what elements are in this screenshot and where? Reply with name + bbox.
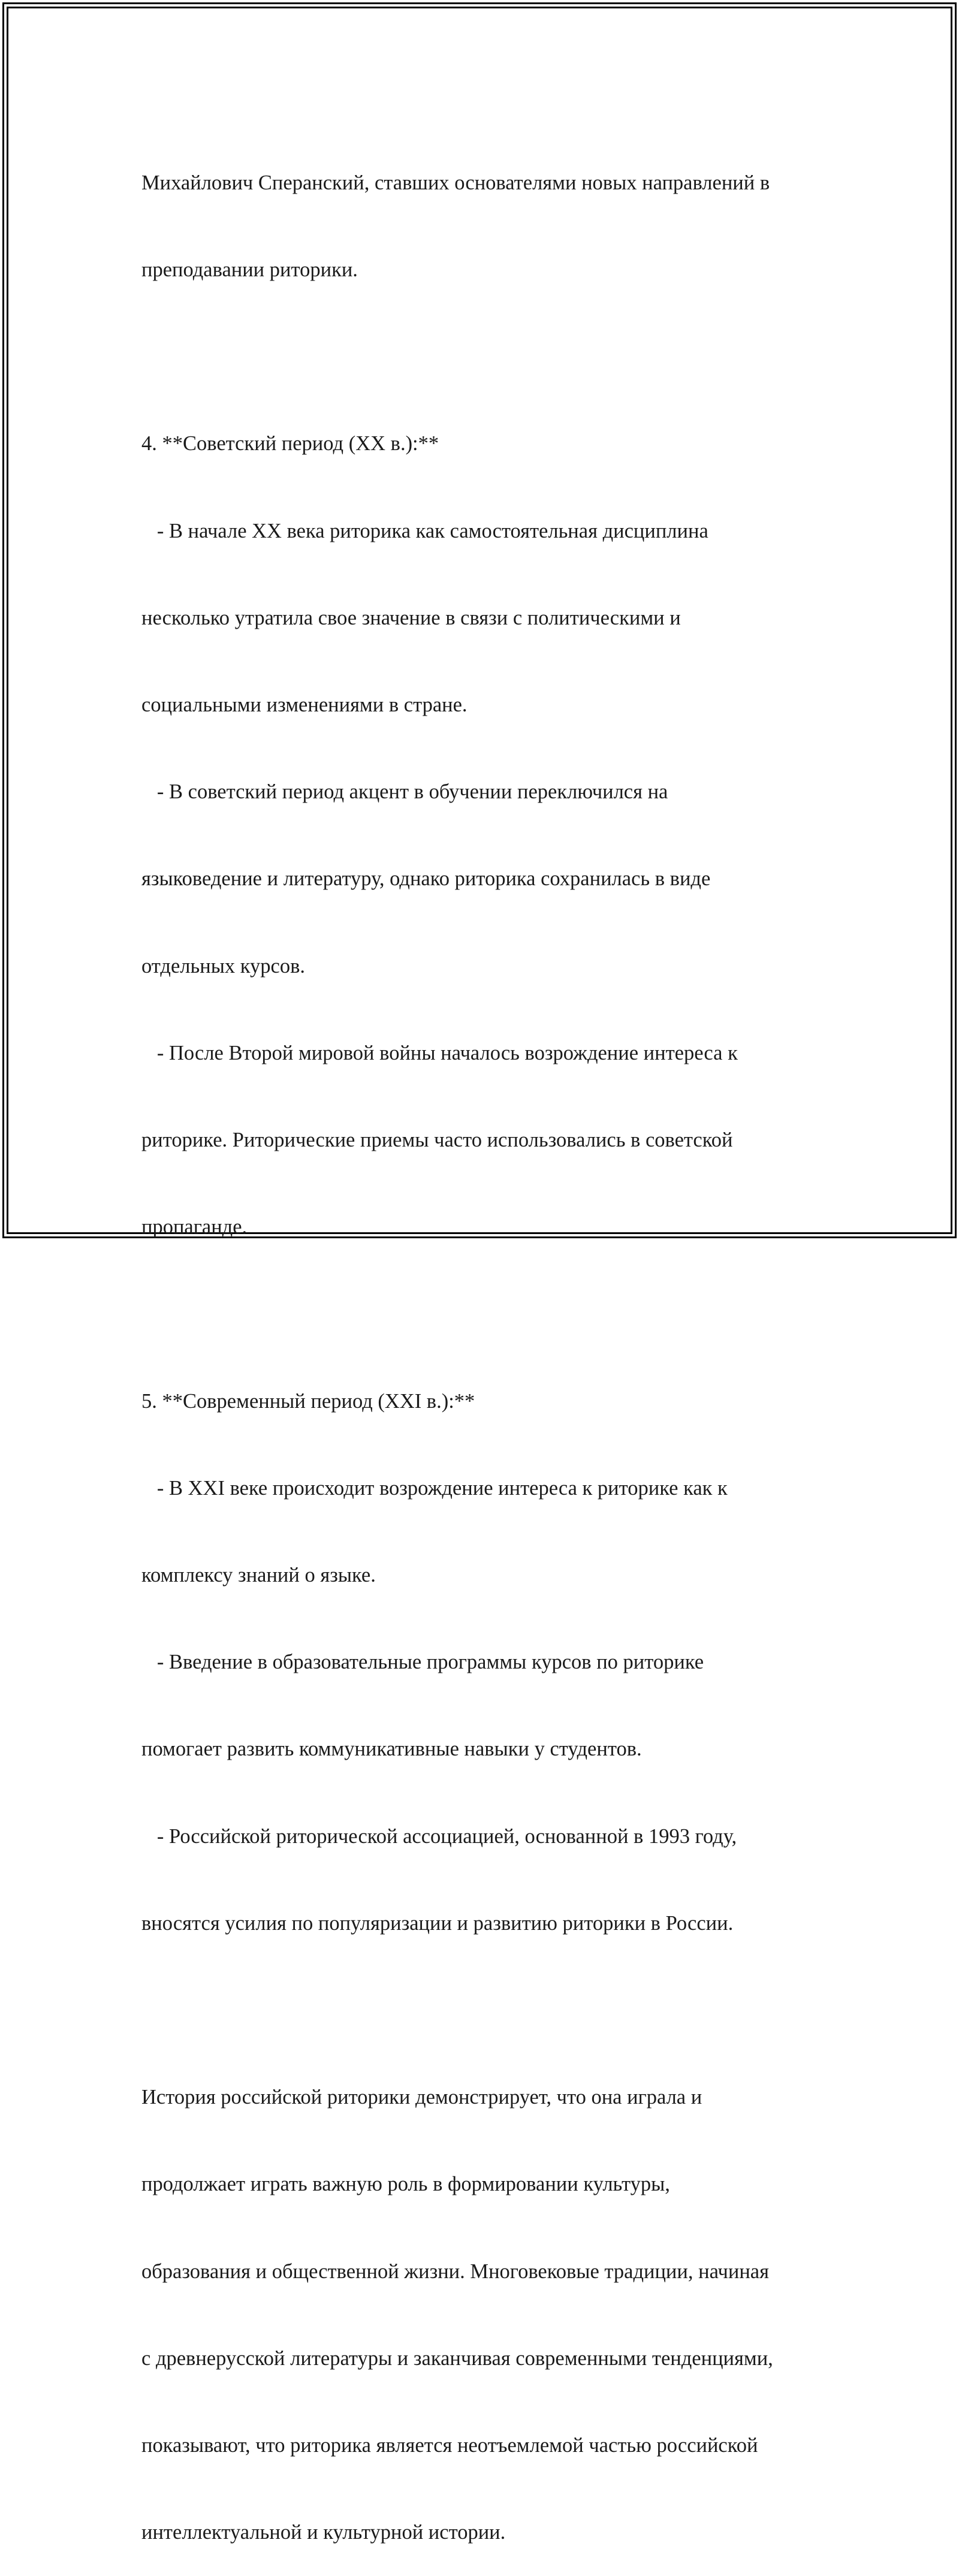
conclusion-line: продолжает играть важную роль в формировании культуры, xyxy=(141,2173,670,2196)
text-line: несколько утратила свое значение в связи с политическими и xyxy=(141,606,681,629)
text-line: преподавании риторики. xyxy=(141,258,358,282)
section-heading: 4. **Советский период (XX в.):** xyxy=(141,432,439,456)
bullet-line: - После Второй мировой войны началось возрождение интереса к xyxy=(141,1041,738,1064)
text-line: комплексу знаний о языке. xyxy=(141,1564,376,1587)
bullet-line: - В XXI веке происходит возрождение интереса к риторике как к xyxy=(141,1476,728,1500)
text-line: Михайлович Сперанский, ставших основателями новых направлений в xyxy=(141,171,770,194)
conclusion-line: с древнерусской литературы и заканчивая современными тенденциями, xyxy=(141,2346,773,2370)
text-line: вносятся усилия по популяризации и развитию риторики в России. xyxy=(141,1911,734,1935)
text-line: языковедение и литературу, однако риторика сохранилась в виде xyxy=(141,867,711,891)
text-line: пропаганде. xyxy=(141,1215,248,1239)
bullet-line: - В начале XX века риторика как самостоятельная дисциплина xyxy=(141,519,708,542)
section-heading: 5. **Современный период (XXI в.):** xyxy=(141,1389,475,1413)
blank-line xyxy=(141,1299,861,1328)
text-line: отдельных курсов. xyxy=(141,954,306,978)
bullet-line: - Введение в образовательные программы курсов по риторике xyxy=(141,1651,704,1674)
conclusion-line: История российской риторики демонстрирует, что она играла и xyxy=(141,2086,702,2109)
blank-line xyxy=(141,1996,861,2025)
conclusion-line: образования и общественной жизни. Многовековые традиции, начиная xyxy=(141,2260,769,2283)
text-line: риторике. Риторические приемы часто использовались в советской xyxy=(141,1129,733,1152)
blank-line xyxy=(141,342,861,371)
bullet-line: - Российской риторической ассоциацией, основанной в 1993 году, xyxy=(141,1824,737,1848)
text-line: помогает развить коммуникативные навыки у студентов. xyxy=(141,1738,642,1761)
conclusion-line: интеллектуальной и культурной истории. xyxy=(141,2521,506,2544)
text-line: социальными изменениями в стране. xyxy=(141,693,468,717)
bullet-line: - В советский период акцент в обучении переключился на xyxy=(141,780,668,804)
document-body xyxy=(141,110,861,2576)
conclusion-line: показывают, что риторика является неотъемлемой частью российской xyxy=(141,2434,758,2457)
